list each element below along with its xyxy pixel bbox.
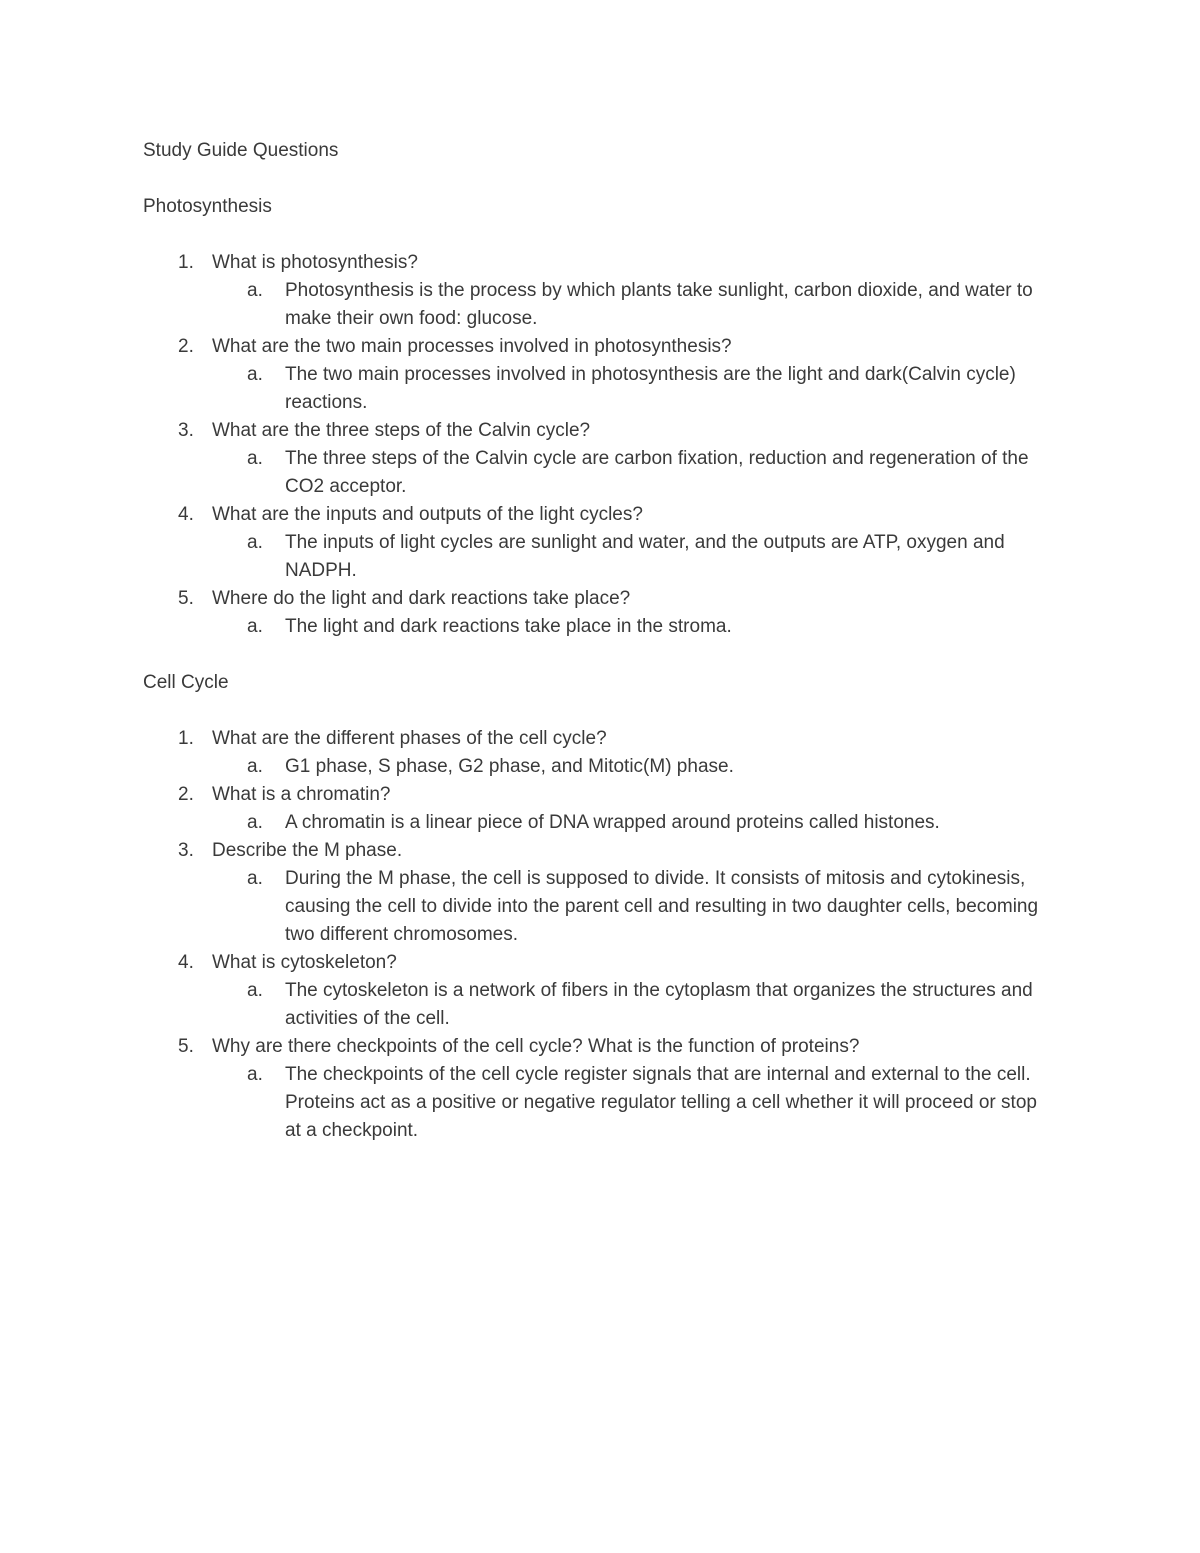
answer-text: a. During the M phase, the cell is supposed to divide. It consists of mitosis and cytokinesis, causing the cell to divide into the parent cell and resulting in two daughter cells, becoming two different chromosomes. [212, 865, 1057, 949]
question-text: Why are there checkpoints of the cell cycle? What is the function of proteins? [212, 1036, 860, 1057]
answer-text: a. A chromatin is a linear piece of DNA wrapped around proteins called histones. [212, 809, 1057, 837]
answer-text: a. The two main processes involved in photosynthesis are the light and dark(Calvin cycle) reactions. [212, 361, 1057, 417]
question-item [143, 949, 1057, 1033]
question-item [143, 1033, 1057, 1145]
question-list-photosynthesis [143, 249, 1057, 641]
answer-text: a. The light and dark reactions take place in the stroma. [212, 613, 1057, 641]
question-text: What are the three steps of the Calvin cycle? [212, 420, 591, 441]
section-heading-cell-cycle: Cell Cycle [143, 672, 229, 693]
document-title: Study Guide Questions [143, 140, 339, 161]
question-text: What are the two main processes involved in photosynthesis? [212, 336, 732, 357]
answer-text: a. The checkpoints of the cell cycle register signals that are internal and external to the cell. Proteins act as a positive or negative regulator telling a cell whether it will proceed or stop at a checkpoint. [212, 1061, 1057, 1145]
question-text: What is a chromatin? [212, 784, 391, 805]
question-text: Describe the M phase. [212, 840, 403, 861]
question-item [143, 585, 1057, 641]
question-item [143, 417, 1057, 501]
question-text: Where do the light and dark reactions take place? [212, 588, 631, 609]
question-text: What is photosynthesis? [212, 252, 418, 273]
question-item [143, 725, 1057, 781]
question-item [143, 333, 1057, 417]
question-item [143, 501, 1057, 585]
question-item [143, 249, 1057, 333]
question-item [143, 837, 1057, 949]
answer-text: a. Photosynthesis is the process by which plants take sunlight, carbon dioxide, and water to make their own food: glucose. [212, 277, 1057, 333]
section-heading-photosynthesis: Photosynthesis [143, 196, 272, 217]
answer-text: a. The three steps of the Calvin cycle are carbon fixation, reduction and regeneration of the CO2 acceptor. [212, 445, 1057, 501]
question-item [143, 781, 1057, 837]
question-text: What are the inputs and outputs of the light cycles? [212, 504, 643, 525]
question-list-cell-cycle [143, 725, 1057, 1145]
answer-text: a. The inputs of light cycles are sunlight and water, and the outputs are ATP, oxygen and NADPH. [212, 529, 1057, 585]
question-text: What is cytoskeleton? [212, 952, 397, 973]
question-text: What are the different phases of the cell cycle? [212, 728, 607, 749]
answer-text: a. G1 phase, S phase, G2 phase, and Mitotic(M) phase. [212, 753, 1057, 781]
answer-text: a. The cytoskeleton is a network of fibers in the cytoplasm that organizes the structures and activities of the cell. [212, 977, 1057, 1033]
